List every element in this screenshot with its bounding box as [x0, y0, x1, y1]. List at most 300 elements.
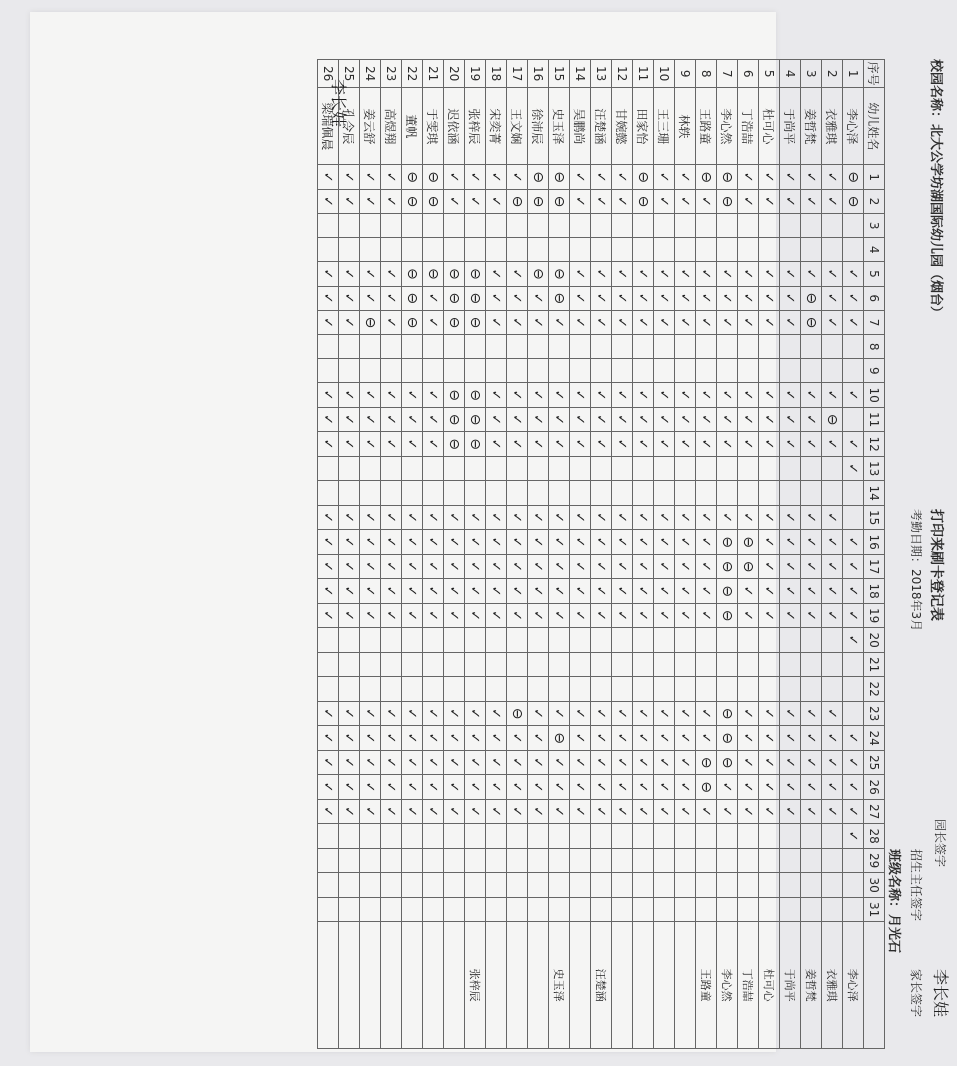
empty-cell [738, 848, 759, 873]
row-seq: 5 [759, 60, 780, 88]
present-mark: ✓ [360, 799, 381, 824]
present-mark: ✓ [381, 775, 402, 800]
present-mark: ✓ [843, 579, 864, 604]
row-seq: 22 [402, 60, 423, 88]
empty-cell [423, 335, 444, 359]
present-mark: ✓ [465, 579, 486, 604]
day-header: 4 [864, 238, 885, 262]
empty-cell [381, 873, 402, 898]
empty-cell [801, 897, 822, 922]
present-mark: ✓ [780, 603, 801, 628]
empty-cell [612, 335, 633, 359]
absent-mark: ⊖ [549, 286, 570, 310]
empty-cell [822, 335, 843, 359]
present-mark: ✓ [381, 750, 402, 775]
empty-cell [549, 359, 570, 383]
present-mark: ✓ [318, 165, 339, 189]
present-mark: ✓ [717, 383, 738, 408]
empty-cell [717, 481, 738, 506]
present-mark: ✓ [759, 554, 780, 579]
empty-cell [696, 873, 717, 898]
empty-cell [339, 359, 360, 383]
present-mark: ✓ [339, 530, 360, 555]
present-mark: ✓ [528, 432, 549, 457]
empty-cell [780, 238, 801, 262]
empty-cell [444, 873, 465, 898]
present-mark: ✓ [486, 726, 507, 751]
present-mark: ✓ [654, 432, 675, 457]
present-mark: ✓ [381, 383, 402, 408]
empty-cell [423, 238, 444, 262]
row-seq: 24 [360, 60, 381, 88]
present-mark: ✓ [612, 407, 633, 432]
absent-mark: ⊖ [822, 407, 843, 432]
empty-cell [843, 359, 864, 383]
present-mark: ✓ [507, 262, 528, 286]
present-mark: ✓ [318, 383, 339, 408]
present-mark: ✓ [318, 407, 339, 432]
empty-cell [822, 873, 843, 898]
empty-cell [654, 359, 675, 383]
present-mark: ✓ [633, 505, 654, 530]
present-mark: ✓ [381, 432, 402, 457]
empty-cell [633, 335, 654, 359]
present-mark: ✓ [675, 310, 696, 334]
empty-cell [507, 677, 528, 702]
present-mark: ✓ [759, 579, 780, 604]
present-mark: ✓ [444, 603, 465, 628]
row-seq: 25 [339, 60, 360, 88]
day-header: 12 [864, 432, 885, 457]
present-mark: ✓ [465, 165, 486, 189]
empty-cell [339, 628, 360, 653]
empty-cell [549, 873, 570, 898]
empty-cell [339, 214, 360, 238]
row-parent-signature [675, 922, 696, 1049]
present-mark: ✓ [612, 701, 633, 726]
present-mark: ✓ [696, 189, 717, 213]
present-mark: ✓ [486, 603, 507, 628]
row-parent-signature [528, 922, 549, 1049]
absent-mark: ⊖ [444, 310, 465, 334]
present-mark: ✓ [675, 383, 696, 408]
empty-cell [801, 652, 822, 677]
present-mark: ✓ [633, 262, 654, 286]
present-mark: ✓ [591, 505, 612, 530]
present-mark: ✓ [633, 701, 654, 726]
empty-cell [549, 238, 570, 262]
present-mark: ✓ [381, 407, 402, 432]
row-child-name: 李心然 [717, 88, 738, 165]
empty-cell [675, 824, 696, 849]
row-parent-signature [612, 922, 633, 1049]
empty-cell [549, 214, 570, 238]
row-child-name: 迟依涵 [444, 88, 465, 165]
present-mark: ✓ [318, 603, 339, 628]
empty-cell [318, 481, 339, 506]
present-mark: ✓ [801, 407, 822, 432]
absent-mark: ⊖ [717, 750, 738, 775]
empty-cell [444, 628, 465, 653]
empty-cell [612, 456, 633, 481]
present-mark: ✓ [654, 286, 675, 310]
empty-cell [696, 652, 717, 677]
empty-cell [402, 456, 423, 481]
present-mark: ✓ [612, 310, 633, 334]
present-mark: ✓ [465, 799, 486, 824]
empty-cell [549, 677, 570, 702]
empty-cell [423, 848, 444, 873]
empty-cell [780, 848, 801, 873]
empty-cell [318, 873, 339, 898]
present-mark: ✓ [822, 603, 843, 628]
empty-cell [801, 214, 822, 238]
present-mark: ✓ [360, 407, 381, 432]
present-mark: ✓ [780, 579, 801, 604]
present-mark: ✓ [675, 165, 696, 189]
present-mark: ✓ [528, 530, 549, 555]
present-mark: ✓ [528, 579, 549, 604]
table-row [549, 60, 570, 1049]
present-mark: ✓ [549, 603, 570, 628]
present-mark: ✓ [423, 579, 444, 604]
present-mark: ✓ [801, 726, 822, 751]
present-mark: ✓ [654, 262, 675, 286]
day-header: 13 [864, 456, 885, 481]
empty-cell [612, 481, 633, 506]
empty-cell [801, 677, 822, 702]
row-child-name: 王路童 [696, 88, 717, 165]
absent-mark: ⊖ [801, 286, 822, 310]
empty-cell [654, 335, 675, 359]
present-mark: ✓ [822, 262, 843, 286]
empty-cell [591, 456, 612, 481]
present-mark: ✓ [801, 799, 822, 824]
row-seq: 17 [507, 60, 528, 88]
table-row [402, 60, 423, 1049]
empty-cell [486, 481, 507, 506]
empty-cell [570, 652, 591, 677]
table-row [738, 60, 759, 1049]
empty-cell [381, 238, 402, 262]
absent-mark: ⊖ [633, 189, 654, 213]
row-parent-signature [654, 922, 675, 1049]
empty-cell [381, 456, 402, 481]
present-mark: ✓ [591, 262, 612, 286]
row-seq: 4 [780, 60, 801, 88]
row-child-name: 宋奕菁 [486, 88, 507, 165]
empty-cell [570, 677, 591, 702]
row-parent-signature [360, 922, 381, 1049]
empty-cell [738, 824, 759, 849]
present-mark: ✓ [570, 286, 591, 310]
present-mark: ✓ [612, 799, 633, 824]
present-mark: ✓ [822, 701, 843, 726]
row-child-name: 甘婉懿 [612, 88, 633, 165]
absent-mark: ⊖ [738, 554, 759, 579]
empty-cell [612, 848, 633, 873]
present-mark: ✓ [507, 383, 528, 408]
empty-cell [717, 238, 738, 262]
empty-cell [402, 481, 423, 506]
empty-cell [696, 456, 717, 481]
present-mark: ✓ [696, 579, 717, 604]
empty-cell [780, 677, 801, 702]
present-mark: ✓ [591, 775, 612, 800]
present-mark: ✓ [549, 775, 570, 800]
present-mark: ✓ [654, 726, 675, 751]
table-row [528, 60, 549, 1049]
empty-cell [570, 873, 591, 898]
day-header: 3 [864, 214, 885, 238]
present-mark: ✓ [822, 432, 843, 457]
row-parent-signature: 李心泽 [843, 922, 864, 1049]
empty-cell [633, 456, 654, 481]
row-child-name: 林轶 [675, 88, 696, 165]
empty-cell [381, 677, 402, 702]
present-mark: ✓ [591, 726, 612, 751]
present-mark: ✓ [675, 530, 696, 555]
empty-cell [738, 238, 759, 262]
present-mark: ✓ [528, 750, 549, 775]
row-child-name: 李心泽 [843, 88, 864, 165]
empty-cell [591, 848, 612, 873]
school-name: 校园名称：北大公学坊湖国际幼儿园（烟台） [928, 59, 943, 320]
present-mark: ✓ [675, 750, 696, 775]
present-mark: ✓ [612, 750, 633, 775]
absent-mark: ⊖ [444, 383, 465, 408]
empty-cell [738, 628, 759, 653]
day-header: 17 [864, 554, 885, 579]
absent-mark: ⊖ [717, 530, 738, 555]
present-mark: ✓ [654, 799, 675, 824]
col-seq-header: 序号 [864, 60, 885, 88]
empty-cell [339, 824, 360, 849]
present-mark: ✓ [843, 554, 864, 579]
empty-cell [633, 824, 654, 849]
empty-cell [780, 456, 801, 481]
empty-cell [843, 238, 864, 262]
empty-cell [444, 456, 465, 481]
present-mark: ✓ [318, 701, 339, 726]
absent-mark: ⊖ [843, 189, 864, 213]
table-row [360, 60, 381, 1049]
empty-cell [738, 359, 759, 383]
empty-cell [591, 481, 612, 506]
day-header: 8 [864, 335, 885, 359]
present-mark: ✓ [654, 579, 675, 604]
empty-cell [528, 481, 549, 506]
empty-cell [360, 335, 381, 359]
present-mark: ✓ [318, 505, 339, 530]
empty-cell [759, 238, 780, 262]
present-mark: ✓ [801, 750, 822, 775]
row-child-name: 孔令辰 [339, 88, 360, 165]
empty-cell [780, 873, 801, 898]
present-mark: ✓ [633, 554, 654, 579]
empty-cell [654, 897, 675, 922]
absent-mark: ⊖ [717, 726, 738, 751]
present-mark: ✓ [381, 189, 402, 213]
present-mark: ✓ [843, 775, 864, 800]
empty-cell [444, 677, 465, 702]
present-mark: ✓ [738, 286, 759, 310]
empty-cell [507, 848, 528, 873]
present-mark: ✓ [360, 726, 381, 751]
empty-cell [486, 824, 507, 849]
day-header: 20 [864, 628, 885, 653]
row-seq: 6 [738, 60, 759, 88]
present-mark: ✓ [549, 750, 570, 775]
table-row [318, 60, 339, 1049]
present-mark: ✓ [822, 383, 843, 408]
empty-cell [402, 652, 423, 677]
present-mark: ✓ [528, 407, 549, 432]
present-mark: ✓ [465, 726, 486, 751]
present-mark: ✓ [423, 505, 444, 530]
present-mark: ✓ [633, 726, 654, 751]
empty-cell [717, 214, 738, 238]
day-header: 29 [864, 848, 885, 873]
attendance-table [317, 59, 885, 1049]
present-mark: ✓ [318, 775, 339, 800]
present-mark: ✓ [318, 189, 339, 213]
empty-cell [738, 335, 759, 359]
empty-cell [339, 848, 360, 873]
empty-cell [318, 824, 339, 849]
row-child-name: 衣雅琪 [822, 88, 843, 165]
present-mark: ✓ [507, 603, 528, 628]
present-mark: ✓ [843, 383, 864, 408]
table-row [486, 60, 507, 1049]
present-mark: ✓ [780, 554, 801, 579]
present-mark: ✓ [402, 579, 423, 604]
empty-cell [402, 677, 423, 702]
present-mark: ✓ [738, 799, 759, 824]
present-mark: ✓ [696, 505, 717, 530]
present-mark: ✓ [717, 262, 738, 286]
empty-cell [444, 214, 465, 238]
present-mark: ✓ [780, 750, 801, 775]
empty-cell [801, 848, 822, 873]
present-mark: ✓ [423, 603, 444, 628]
empty-cell [423, 677, 444, 702]
empty-cell [591, 677, 612, 702]
present-mark: ✓ [465, 554, 486, 579]
present-mark: ✓ [738, 432, 759, 457]
present-mark: ✓ [591, 432, 612, 457]
empty-cell [570, 628, 591, 653]
empty-cell [570, 214, 591, 238]
empty-cell [507, 238, 528, 262]
row-child-name: 杜可心 [759, 88, 780, 165]
present-mark: ✓ [360, 262, 381, 286]
present-mark: ✓ [465, 775, 486, 800]
present-mark: ✓ [591, 579, 612, 604]
empty-cell [360, 238, 381, 262]
empty-cell [780, 359, 801, 383]
present-mark: ✓ [318, 530, 339, 555]
empty-cell [675, 214, 696, 238]
day-header: 28 [864, 824, 885, 849]
present-mark: ✓ [612, 579, 633, 604]
empty-cell [549, 824, 570, 849]
present-mark: ✓ [759, 383, 780, 408]
empty-cell [444, 238, 465, 262]
present-mark: ✓ [675, 189, 696, 213]
present-mark: ✓ [549, 407, 570, 432]
empty-cell [402, 359, 423, 383]
empty-cell [696, 335, 717, 359]
present-mark: ✓ [801, 530, 822, 555]
present-mark: ✓ [717, 407, 738, 432]
empty-cell [570, 848, 591, 873]
present-mark: ✓ [843, 628, 864, 653]
present-mark: ✓ [843, 750, 864, 775]
present-mark: ✓ [423, 726, 444, 751]
row-parent-signature: 丁浩喆 [738, 922, 759, 1049]
empty-cell [696, 359, 717, 383]
empty-cell [654, 848, 675, 873]
present-mark: ✓ [507, 799, 528, 824]
present-mark: ✓ [675, 554, 696, 579]
empty-cell [843, 848, 864, 873]
day-header: 21 [864, 652, 885, 677]
empty-cell [633, 481, 654, 506]
present-mark: ✓ [465, 505, 486, 530]
day-header: 18 [864, 579, 885, 604]
row-child-name: 于尚平 [780, 88, 801, 165]
empty-cell [507, 873, 528, 898]
present-mark: ✓ [570, 579, 591, 604]
empty-cell [717, 824, 738, 849]
present-mark: ✓ [570, 407, 591, 432]
present-mark: ✓ [633, 579, 654, 604]
present-mark: ✓ [402, 505, 423, 530]
present-mark: ✓ [696, 310, 717, 334]
row-parent-signature [444, 922, 465, 1049]
present-mark: ✓ [486, 189, 507, 213]
empty-cell [570, 897, 591, 922]
empty-cell [318, 628, 339, 653]
empty-cell [801, 873, 822, 898]
present-mark: ✓ [738, 775, 759, 800]
present-mark: ✓ [570, 750, 591, 775]
absent-mark: ⊖ [444, 286, 465, 310]
empty-cell [402, 238, 423, 262]
present-mark: ✓ [507, 310, 528, 334]
absent-mark: ⊖ [717, 165, 738, 189]
absent-mark: ⊖ [402, 286, 423, 310]
empty-cell [675, 359, 696, 383]
row-seq: 10 [654, 60, 675, 88]
present-mark: ✓ [633, 603, 654, 628]
present-mark: ✓ [738, 579, 759, 604]
present-mark: ✓ [360, 603, 381, 628]
empty-cell [423, 873, 444, 898]
present-mark: ✓ [780, 407, 801, 432]
present-mark: ✓ [822, 750, 843, 775]
present-mark: ✓ [570, 189, 591, 213]
present-mark: ✓ [822, 554, 843, 579]
present-mark: ✓ [696, 262, 717, 286]
empty-cell [318, 677, 339, 702]
present-mark: ✓ [759, 189, 780, 213]
present-mark: ✓ [633, 775, 654, 800]
present-mark: ✓ [780, 165, 801, 189]
present-mark: ✓ [549, 530, 570, 555]
present-mark: ✓ [780, 775, 801, 800]
